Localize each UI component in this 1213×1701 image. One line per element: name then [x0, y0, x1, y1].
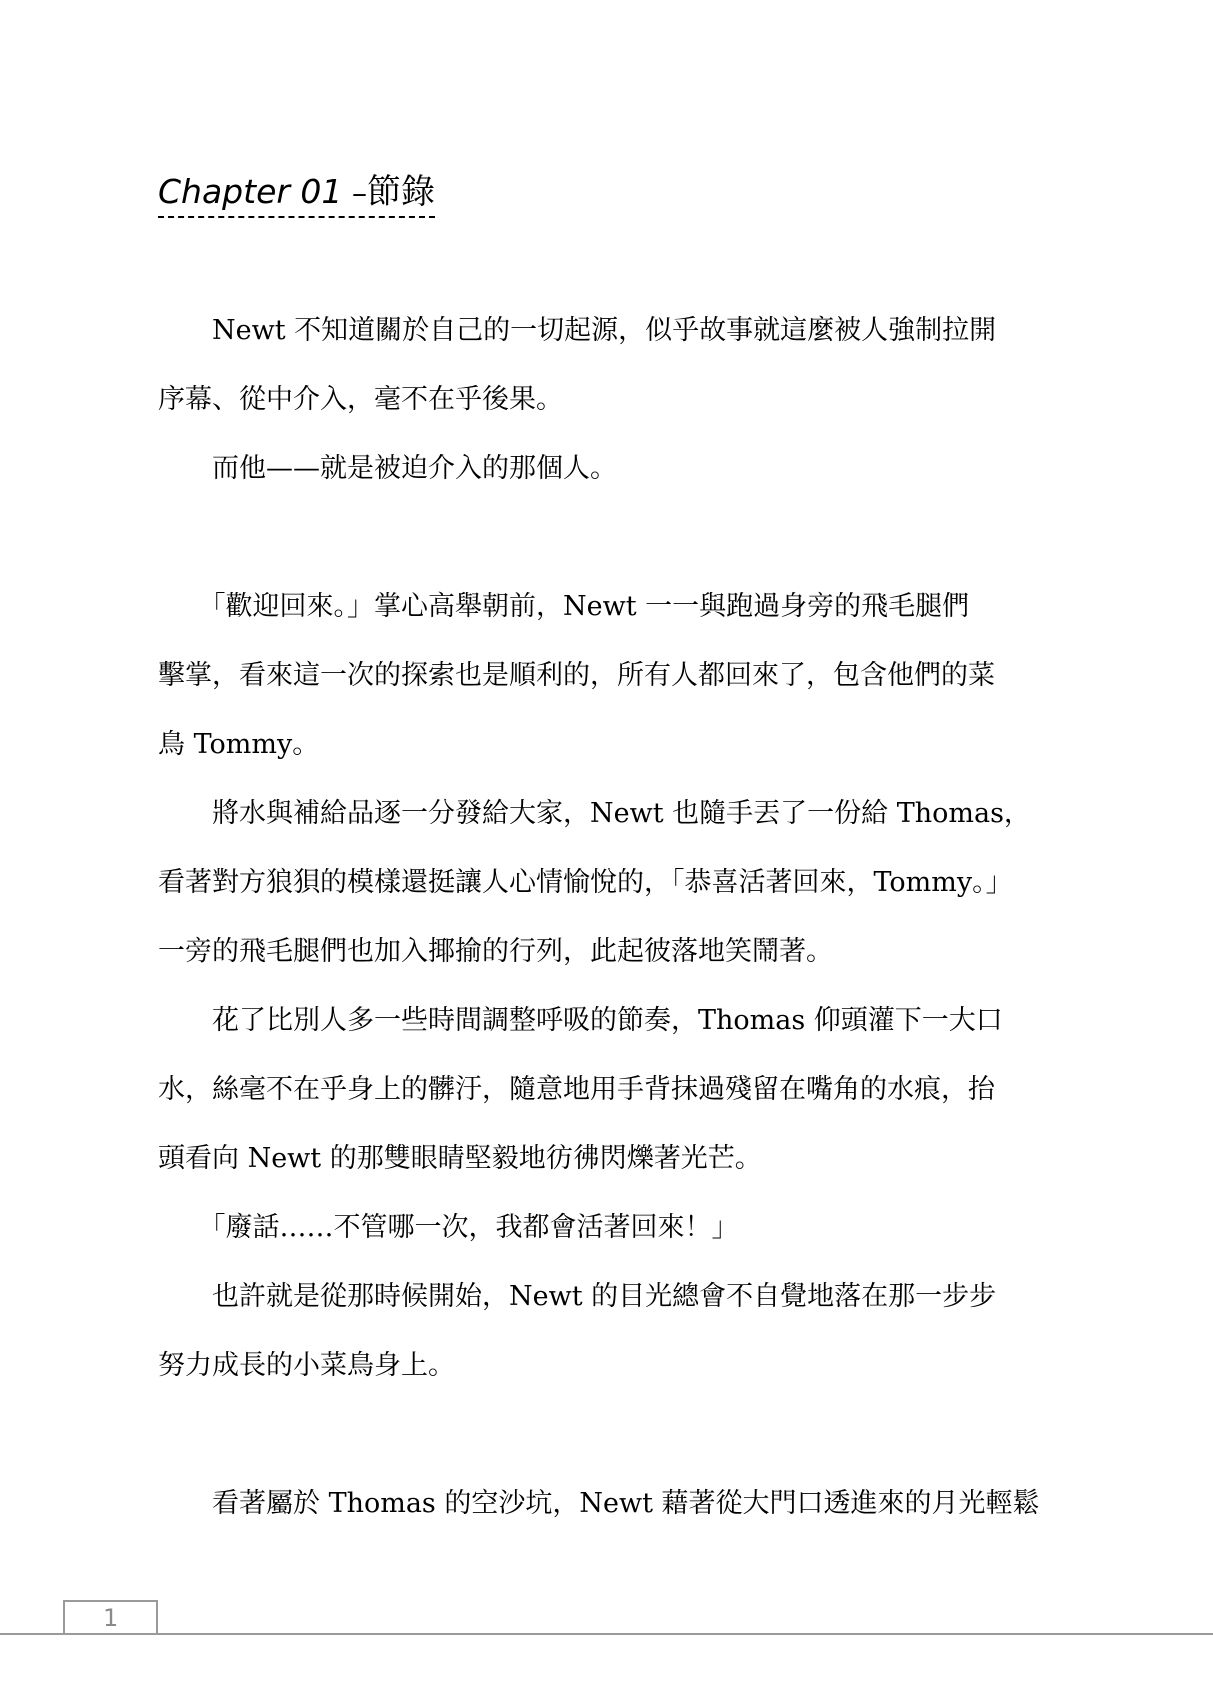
page-number: 1	[103, 1604, 119, 1632]
paragraph-line: 擊掌，看來這一次的探索也是順利的，所有人都回來了，包含他們的菜	[158, 660, 995, 691]
paragraph-line: 一旁的飛毛腿們也加入揶揄的行列，此起彼落地笑鬧著。	[158, 936, 833, 967]
paragraph-line: 水，絲毫不在乎身上的髒汙，隨意地用手背抹過殘留在嘴角的水痕，抬	[158, 1074, 995, 1105]
paragraph-line: Newt 不知道關於自己的一切起源，似乎故事就這麼被人強制拉開	[158, 315, 997, 346]
chapter-label: Chapter 01	[158, 172, 343, 211]
paragraph-line: 頭看向 Newt 的那雙眼睛堅毅地彷彿閃爍著光芒。	[158, 1143, 762, 1174]
footer-rule	[0, 1633, 1213, 1635]
paragraph-line: 鳥 Tommy。	[158, 729, 320, 760]
paragraph-line: 看著對方狼狽的模樣還挺讓人心情愉悅的，「恭喜活著回來，Tommy。」	[158, 867, 1013, 898]
paragraph-line: 將水與補給品逐一分發給大家，Newt 也隨手丟了一份給 Thomas，	[158, 798, 1031, 829]
heading-separator: –	[342, 176, 367, 211]
paragraph-line: 看著屬於 Thomas 的空沙坑，Newt 藉著從大門口透進來的月光輕鬆	[158, 1488, 1040, 1519]
paragraph-line: 也許就是從那時候開始，Newt 的目光總會不自覺地落在那一步步	[158, 1281, 997, 1312]
paragraph-line: 「廢話……不管哪一次，我都會活著回來！」	[158, 1212, 739, 1243]
paragraph-line: 「歡迎回來。」掌心高舉朝前，Newt 一一與跑過身旁的飛毛腿們	[158, 591, 970, 622]
chapter-heading	[158, 170, 435, 218]
paragraph-line: 序幕、從中介入，毫不在乎後果。	[158, 384, 563, 415]
paragraph-line: 花了比別人多一些時間調整呼吸的節奏，Thomas 仰頭灌下一大口	[158, 1005, 1003, 1036]
paragraph-line: 而他——就是被迫介入的那個人。	[158, 453, 617, 484]
chapter-subtitle: 節錄	[366, 172, 435, 212]
paragraph-line: 努力成長的小菜鳥身上。	[158, 1350, 455, 1381]
